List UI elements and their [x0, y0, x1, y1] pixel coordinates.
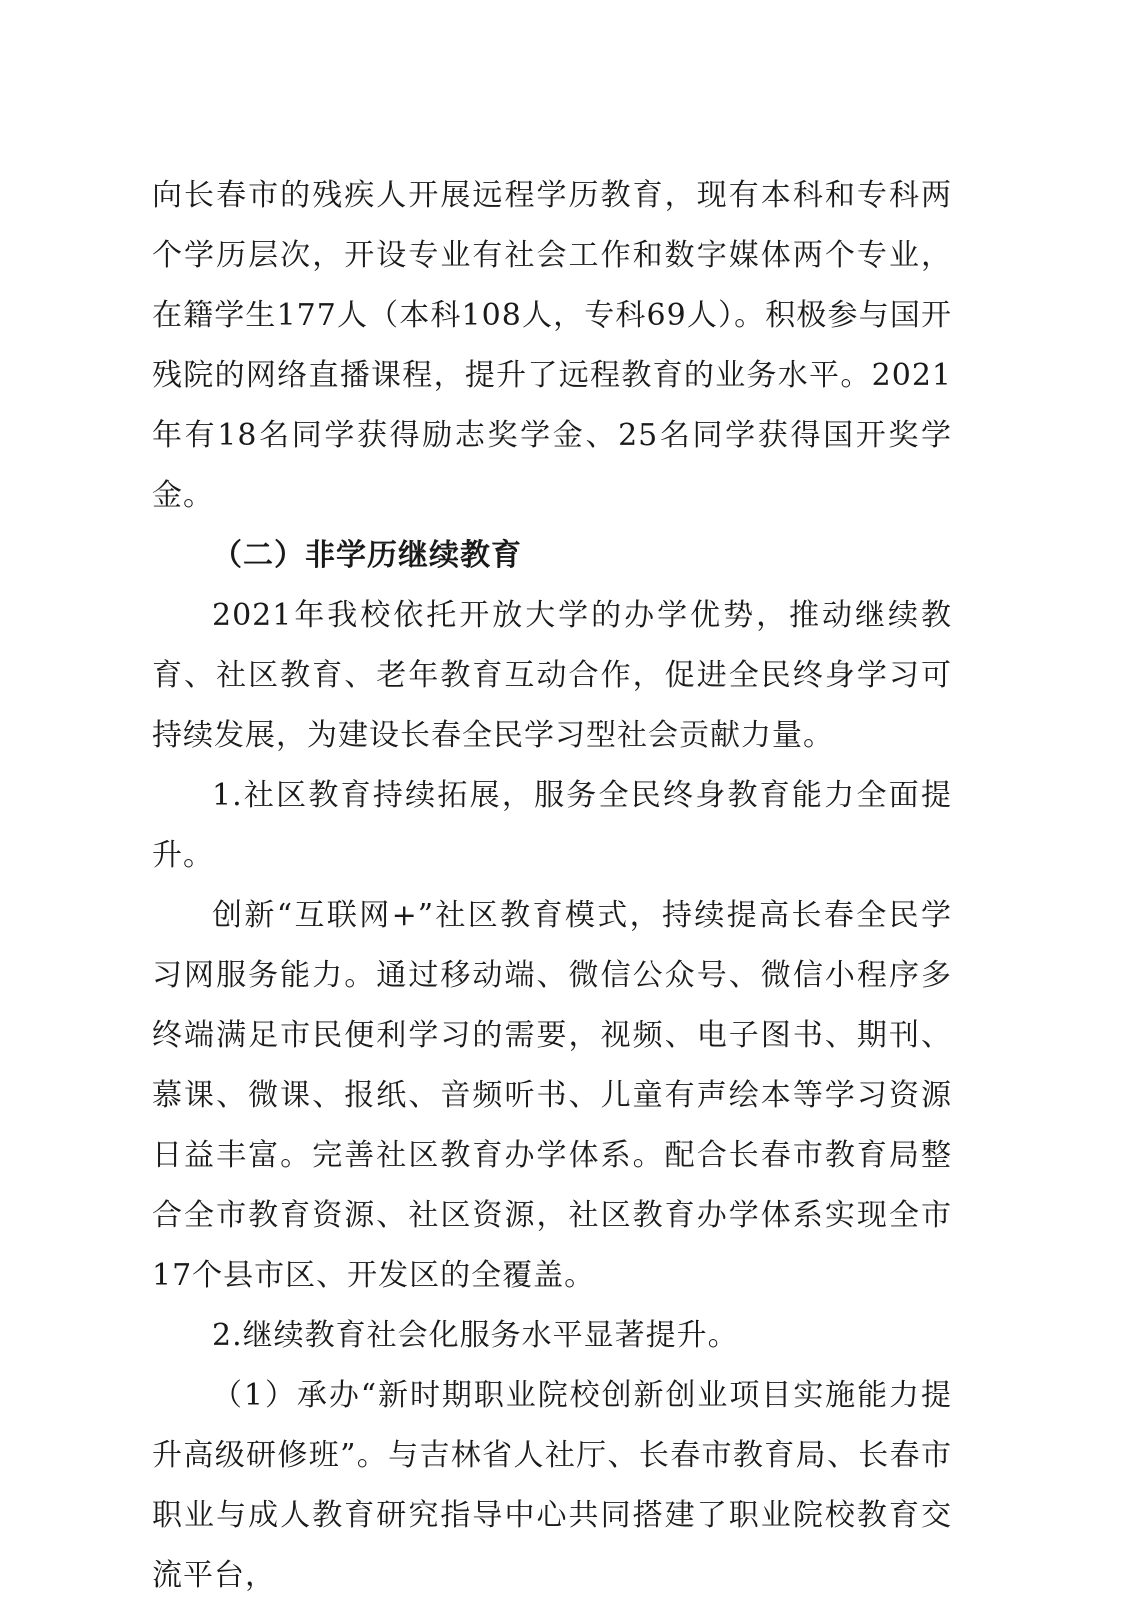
paragraph-community-education: 创新“互联网+”社区教育模式，持续提高长春全民学习网服务能力。通过移动端、微信公众号、微信小程序多终端满足市民便利学习的需要，视频、电子图书、期刊、慕课、微课、报纸、音频听书、儿童有声绘本等学习资源日益丰富。完善社区教育办学体系。配合长春市教育局整合全市教育资源、社区资源，社区教育办学体系实现全市17个县市区、开发区的全覆盖。	[152, 898, 952, 1293]
paragraph-training-program: （1）承办“新时期职业院校创新创业项目实施能力提升高级研修班”。与吉林省人社厅、长春市教育局、长春市职业与成人教育研究指导中心共同搭建了职业院校教育交流平台，	[152, 1378, 952, 1593]
subheading-continuing-education: 2.继续教育社会化服务水平显著提升。	[212, 1318, 739, 1353]
subheading-community-education: 1.社区教育持续拓展，服务全民终身教育能力全面提升。	[152, 778, 952, 873]
document-body	[152, 166, 952, 1606]
section-heading: （二）非学历继续教育	[212, 538, 522, 573]
paragraph-continuation: 向长春市的残疾人开展远程学历教育，现有本科和专科两个学历层次，开设专业有社会工作和数字媒体两个专业，在籍学生177人（本科108人，专科69人）。积极参与国开残院的网络直播课程，提升了远程教育的业务水平。2021年有18名同学获得励志奖学金、25名同学获得国开奖学金。	[152, 178, 952, 513]
paragraph-intro: 2021年我校依托开放大学的办学优势，推动继续教育、社区教育、老年教育互动合作，促进全民终身学习可持续发展，为建设长春全民学习型社会贡献力量。	[152, 598, 952, 753]
